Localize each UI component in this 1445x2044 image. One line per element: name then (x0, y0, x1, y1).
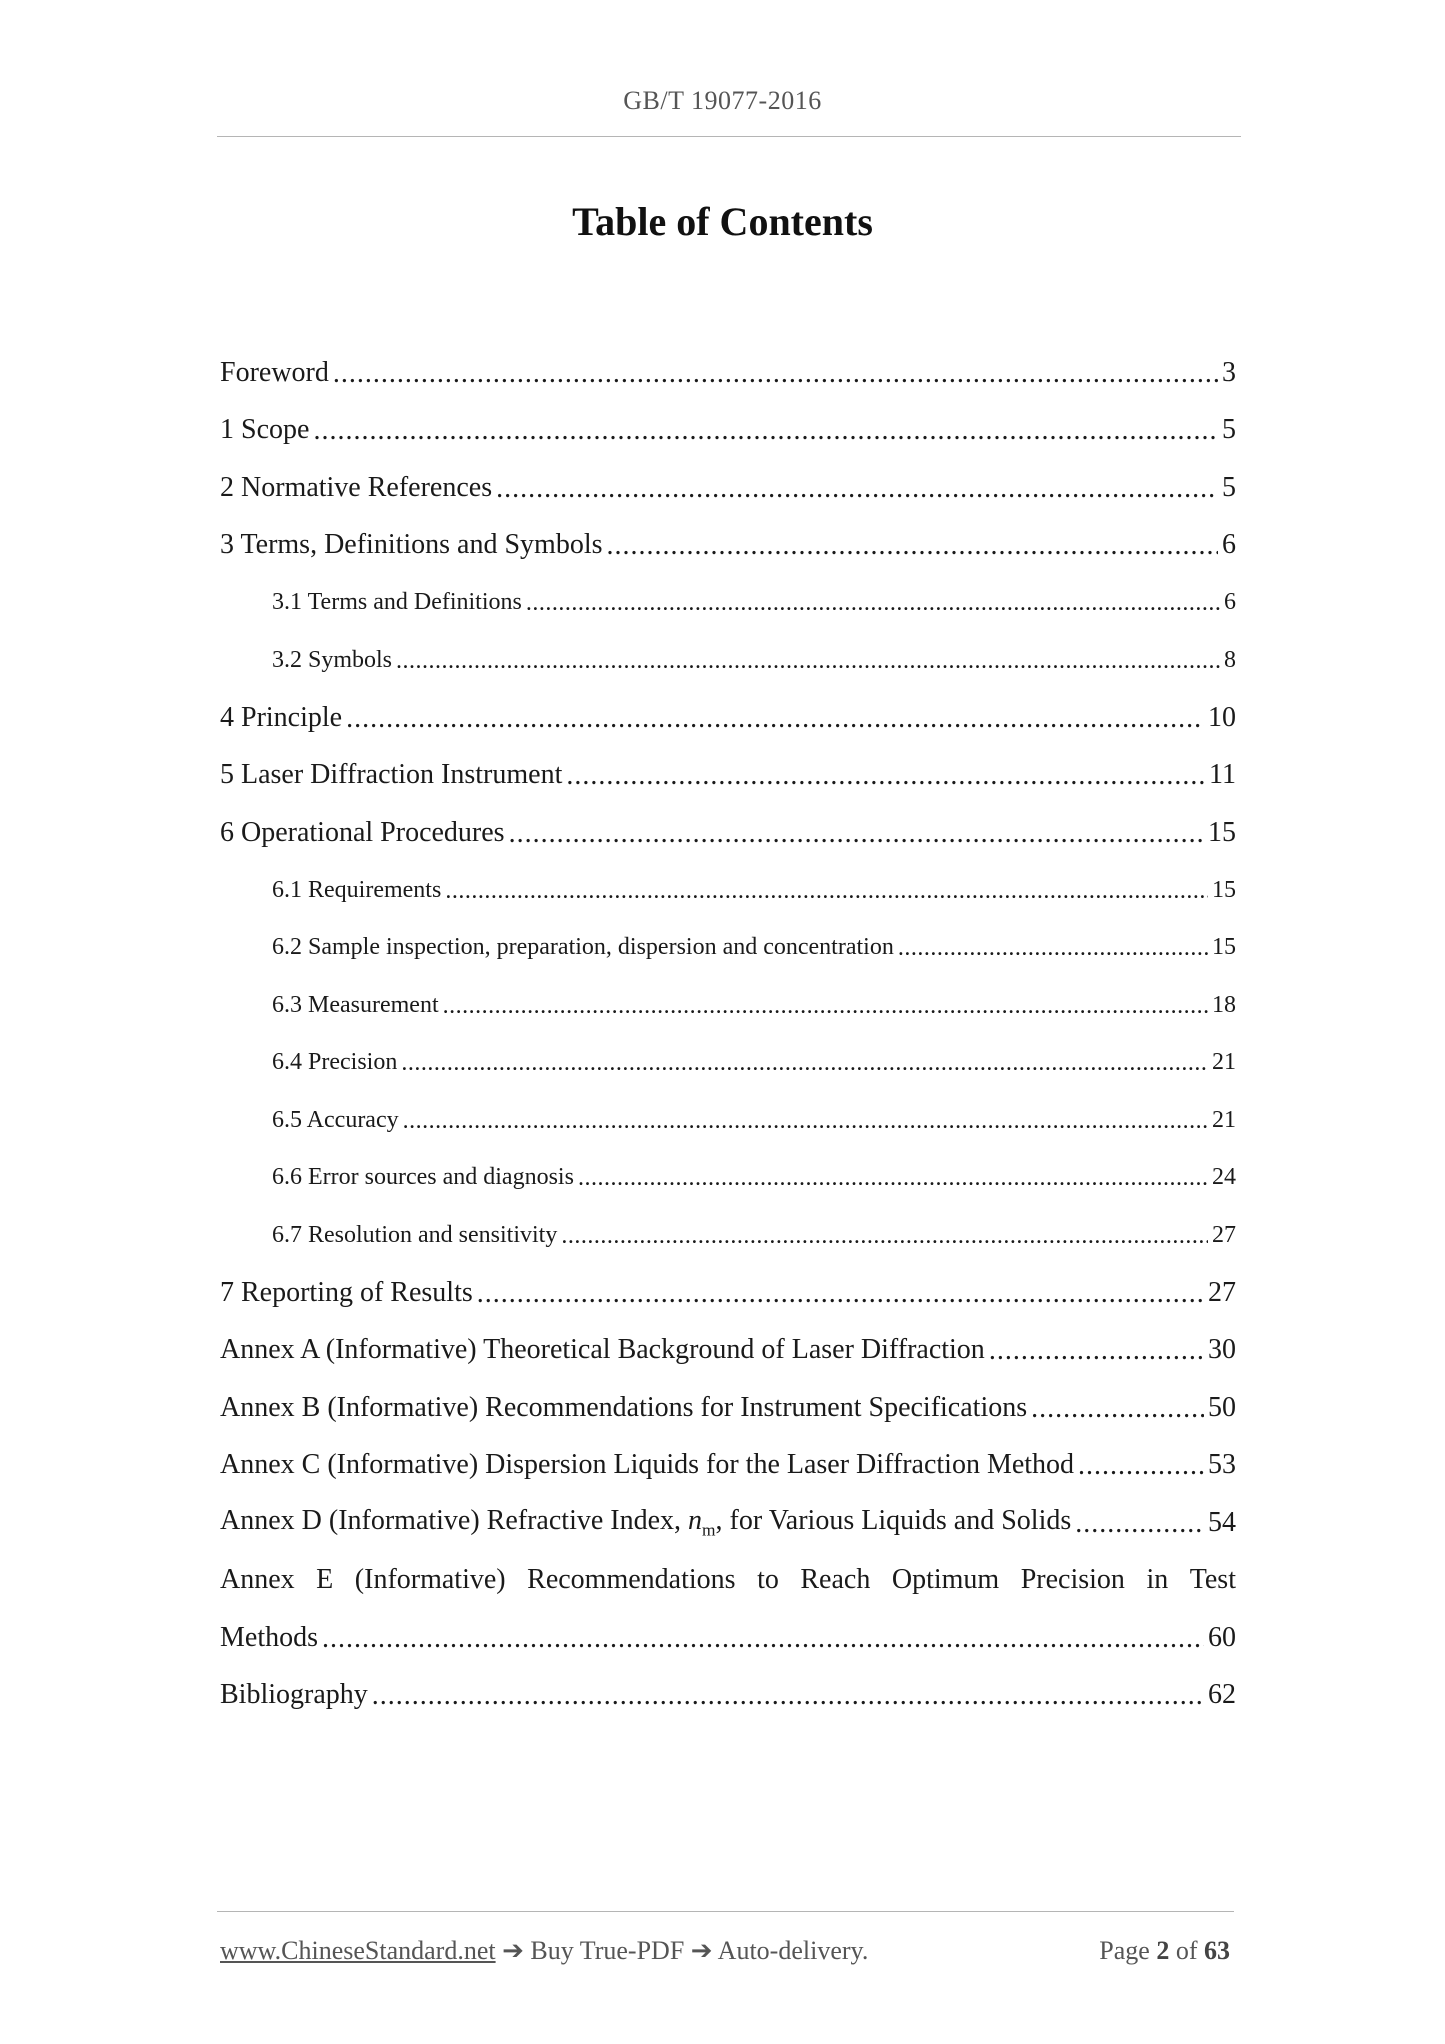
current-page-number: 2 (1156, 1936, 1170, 1965)
dot-leader (509, 818, 1204, 850)
toc-entry-label: Annex B (Informative) Recommendations for Instrument Specifications (220, 1391, 1028, 1423)
toc-entry-annex-d[interactable] (220, 1494, 1236, 1552)
toc-entry-operational-procedures[interactable] (220, 804, 1236, 862)
toc-entry-page: 21 (1212, 1049, 1236, 1076)
toc-entry-page: 18 (1212, 991, 1236, 1018)
toc-entry-page: 30 (1208, 1334, 1236, 1366)
toc-entry-label: 6 Operational Procedures (220, 816, 505, 848)
annex-e-word: Recommendations (527, 1564, 736, 1596)
of-word: of (1175, 1936, 1198, 1965)
table-of-contents (220, 344, 1236, 1724)
dot-leader (333, 358, 1218, 390)
dot-leader (443, 993, 1208, 1020)
toc-entry-page: 53 (1208, 1449, 1236, 1481)
toc-entry-annex-c[interactable] (220, 1437, 1236, 1495)
dot-leader (578, 1165, 1208, 1192)
annex-e-word: Optimum (891, 1564, 1000, 1596)
toc-entry-label: 5 Laser Diffraction Instrument (220, 759, 563, 791)
annex-e-word: Test (1189, 1564, 1236, 1596)
toc-entry-page: 62 (1208, 1679, 1236, 1711)
toc-entry-page: 15 (1212, 934, 1236, 961)
annex-e-word: Precision (1020, 1564, 1125, 1596)
toc-entry-label: Foreword (220, 356, 329, 388)
site-link[interactable]: www.ChineseStandard.net (220, 1936, 496, 1965)
dot-leader (346, 703, 1204, 735)
footer-promo (220, 1936, 868, 1966)
toc-entry-terms-and-definitions[interactable] (220, 574, 1236, 632)
dot-leader (445, 878, 1208, 905)
toc-entry-resolution-sensitivity[interactable] (220, 1207, 1236, 1265)
annex-e-word: (Informative) (354, 1564, 506, 1596)
toc-entry-page: 6 (1224, 589, 1236, 616)
dot-leader (1031, 1393, 1204, 1425)
toc-entry-label: 6.4 Precision (272, 1049, 398, 1076)
document-id: GB/T 19077-2016 (623, 86, 822, 115)
toc-entry-label: 6.6 Error sources and diagnosis (272, 1164, 574, 1191)
footer-divider (217, 1911, 1234, 1912)
refractive-index-subscript: m (702, 1520, 716, 1540)
toc-entry-label: 3 Terms, Definitions and Symbols (220, 529, 603, 561)
total-page-count: 63 (1204, 1936, 1230, 1965)
toc-entry-annex-e-line1[interactable] (220, 1552, 1236, 1610)
toc-entry-page: 27 (1212, 1221, 1236, 1248)
buy-text: Buy True-PDF (530, 1936, 685, 1965)
annex-e-word: Annex (220, 1564, 295, 1596)
toc-entry-reporting-of-results[interactable] (220, 1264, 1236, 1322)
toc-entry-label: 6.1 Requirements (272, 876, 442, 903)
arrow-right-icon: ➔ (502, 1936, 524, 1965)
dot-leader (1075, 1508, 1204, 1540)
toc-entry-annex-b[interactable] (220, 1379, 1236, 1437)
dot-leader (401, 1050, 1208, 1077)
toc-entry-page: 3 (1222, 356, 1236, 388)
toc-entry-page: 21 (1212, 1106, 1236, 1133)
dot-leader (372, 1680, 1204, 1712)
toc-entry-label: 6.2 Sample inspection, preparation, dispersion and concentration (272, 934, 894, 961)
dot-leader (561, 1223, 1208, 1250)
toc-entry-page: 54 (1208, 1506, 1236, 1538)
dot-leader (313, 415, 1218, 447)
dot-leader (1078, 1450, 1204, 1482)
toc-entry-label: Annex C (Informative) Dispersion Liquids for the Laser Diffraction Method (220, 1449, 1075, 1481)
toc-entry-page: 11 (1209, 759, 1236, 791)
toc-entry-foreword[interactable] (220, 344, 1236, 402)
annex-e-word: Reach (800, 1564, 871, 1596)
toc-entry-normative-references[interactable] (220, 459, 1236, 517)
toc-entry-measurement[interactable] (220, 977, 1236, 1035)
toc-entry-symbols[interactable] (220, 632, 1236, 690)
toc-entry-page: 27 (1208, 1276, 1236, 1308)
toc-entry-label: 6.5 Accuracy (272, 1106, 399, 1133)
toc-entry-requirements[interactable] (220, 862, 1236, 920)
toc-entry-page: 50 (1208, 1391, 1236, 1423)
dot-leader (477, 1278, 1204, 1310)
toc-entry-label: 3.2 Symbols (272, 646, 393, 673)
annex-d-label-suffix: , for Various Liquids and Solids (715, 1504, 1072, 1536)
toc-entry-label: 4 Principle (220, 701, 343, 733)
dot-leader (322, 1623, 1204, 1655)
toc-entry-label (220, 1505, 1071, 1541)
page-title: Table of Contents (572, 199, 873, 244)
dot-leader (396, 648, 1220, 675)
annex-e-word: to (757, 1564, 779, 1596)
dot-leader (526, 590, 1220, 617)
toc-entry-sample-inspection[interactable] (220, 919, 1236, 977)
toc-entry-page: 5 (1222, 471, 1236, 503)
toc-entry-label: 7 Reporting of Results (220, 1276, 473, 1308)
toc-entry-label: Methods (220, 1621, 318, 1653)
toc-entry-page: 5 (1222, 414, 1236, 446)
toc-entry-page: 8 (1224, 646, 1236, 673)
toc-entry-label: Bibliography (220, 1679, 368, 1711)
toc-entry-page: 15 (1212, 876, 1236, 903)
dot-leader (898, 935, 1208, 962)
toc-entry-principle[interactable] (220, 689, 1236, 747)
annex-e-word: in (1146, 1564, 1169, 1596)
page-indicator (1099, 1936, 1230, 1966)
page-word: Page (1099, 1936, 1150, 1965)
header-divider (217, 136, 1241, 137)
toc-entry-annex-a[interactable] (220, 1322, 1236, 1380)
toc-entry-label: 2 Normative References (220, 471, 493, 503)
toc-entry-label: 3.1 Terms and Definitions (272, 589, 522, 616)
toc-entry-terms-definitions-symbols[interactable] (220, 517, 1236, 575)
toc-entry-error-sources[interactable] (220, 1149, 1236, 1207)
toc-entry-laser-diffraction-instrument[interactable] (220, 747, 1236, 805)
annex-e-word: E (316, 1564, 334, 1596)
toc-entry-precision[interactable] (220, 1034, 1236, 1092)
toc-entry-page: 60 (1208, 1621, 1236, 1653)
toc-entry-page: 6 (1222, 529, 1236, 561)
toc-entry-label: 6.7 Resolution and sensitivity (272, 1221, 558, 1248)
dot-leader (607, 530, 1218, 562)
toc-entry-label: 1 Scope (220, 414, 310, 446)
arrow-right-icon: ➔ (690, 1936, 713, 1965)
toc-entry-bibliography[interactable] (220, 1667, 1236, 1725)
dot-leader (496, 473, 1218, 505)
dot-leader (989, 1335, 1204, 1367)
toc-entry-label: 6.3 Measurement (272, 991, 439, 1018)
dot-leader (566, 760, 1205, 792)
toc-entry-scope[interactable] (220, 402, 1236, 460)
toc-entry-page: 24 (1212, 1164, 1236, 1191)
dot-leader (403, 1108, 1208, 1135)
toc-entry-page: 10 (1208, 701, 1236, 733)
annex-d-label-prefix: Annex D (Informative) Refractive Index, (220, 1504, 689, 1536)
toc-entry-label: Annex A (Informative) Theoretical Background of Laser Diffraction (220, 1334, 985, 1366)
toc-entry-page: 15 (1208, 816, 1236, 848)
delivery-text: Auto-delivery. (717, 1936, 869, 1965)
refractive-index-symbol: n (688, 1504, 703, 1536)
toc-entry-accuracy[interactable] (220, 1092, 1236, 1150)
toc-entry-annex-e-line2[interactable] (220, 1609, 1236, 1667)
